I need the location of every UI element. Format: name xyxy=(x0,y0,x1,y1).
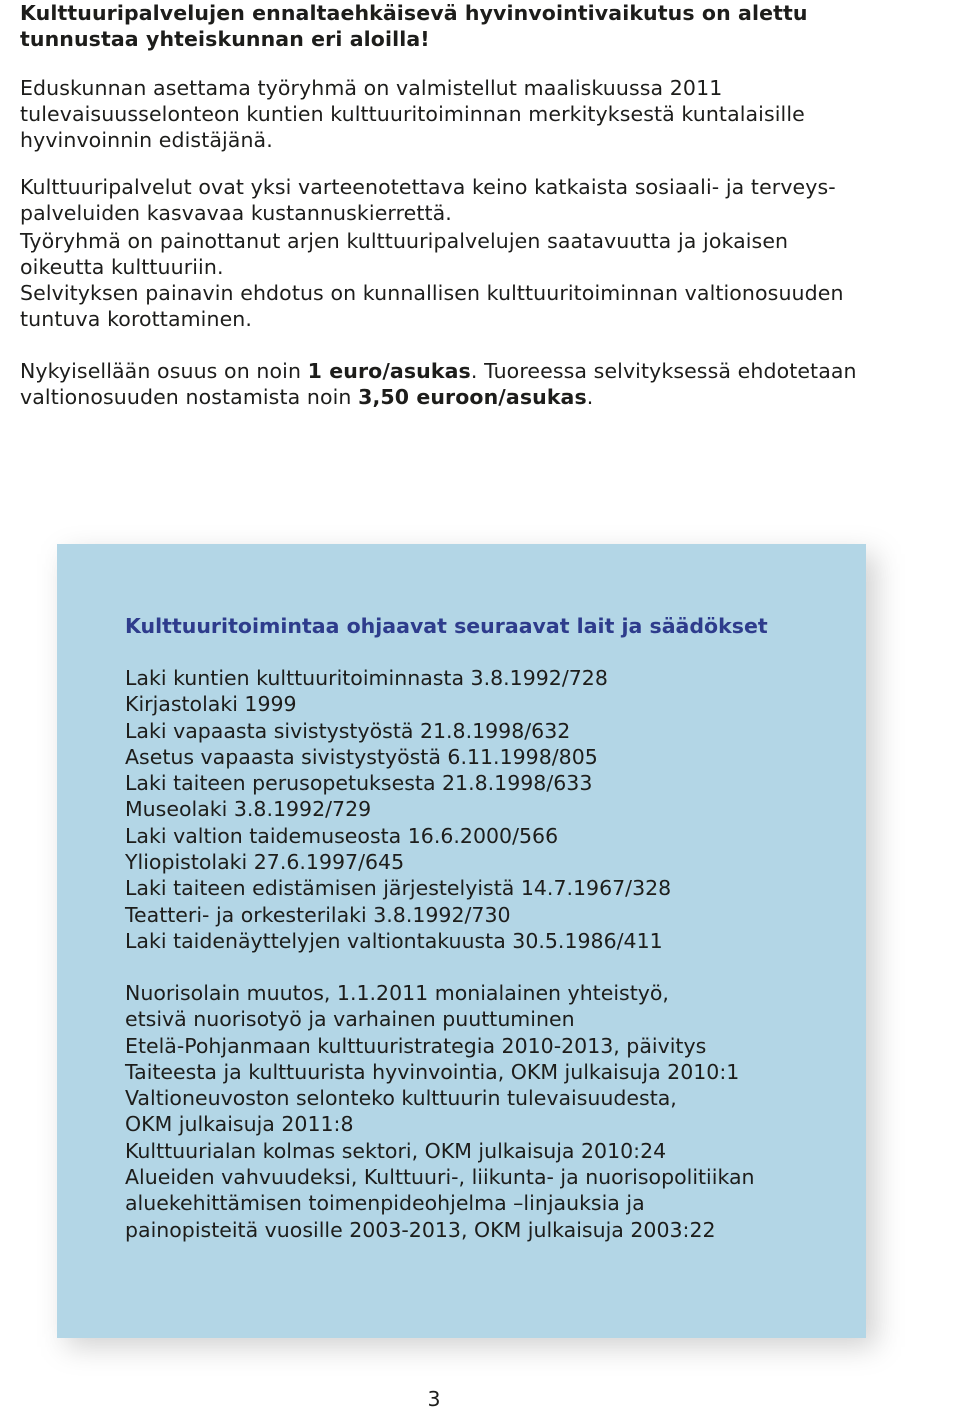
text-segment: . xyxy=(586,385,594,409)
proposal-paragraph xyxy=(20,280,940,332)
text-line: tulevaisuusselonteon kuntien kulttuuritoiminnan merkityksestä kuntalaisille xyxy=(20,102,805,126)
page-number: 3 xyxy=(427,1387,441,1411)
laws-list xyxy=(125,665,671,954)
text-line: Eduskunnan asettama työryhmä on valmistellut maaliskuussa 2011 xyxy=(20,76,723,100)
text-line: hyvinvoinnin edistäjänä. xyxy=(20,128,273,152)
document-item: etsivä nuorisotyö ja varhainen puuttuminen xyxy=(125,1007,575,1032)
intro-paragraph xyxy=(20,75,940,153)
law-item: Laki vapaasta sivistystyöstä 21.8.1998/632 xyxy=(125,718,571,743)
document-item: OKM julkaisuja 2011:8 xyxy=(125,1112,354,1137)
heading-line: Kulttuuripalvelujen ennaltaehkäisevä hyvinvointivaikutus on alettu xyxy=(20,1,808,25)
law-item: Laki kuntien kulttuuritoiminnasta 3.8.1992/728 xyxy=(125,666,608,690)
current-amount: 1 euro/asukas xyxy=(307,359,471,383)
laws-box-title: Kulttuuritoimintaa ohjaavat seuraavat lait ja säädökset xyxy=(125,614,768,638)
section-heading xyxy=(20,0,940,52)
document-item: Kulttuurialan kolmas sektori, OKM julkaisuja 2010:24 xyxy=(125,1138,667,1163)
document-item: aluekehittämisen toimenpideohjelma –linjauksia ja xyxy=(125,1191,645,1216)
law-item: Teatteri- ja orkesterilaki 3.8.1992/730 xyxy=(125,902,511,927)
law-item: Laki taiteen edistämisen järjestelyistä 14.7.1967/328 xyxy=(125,876,672,901)
text-segment: . Tuoreessa selvityksessä ehdotetaan xyxy=(470,359,857,383)
document-item: Etelä-Pohjanmaan kulttuuristrategia 2010-2013, päivitys xyxy=(125,1033,707,1058)
text-line: palveluiden kasvavaa kustannuskierrettä. xyxy=(20,201,452,225)
text-line: oikeutta kulttuuriin. xyxy=(20,255,224,279)
law-item: Museolaki 3.8.1992/729 xyxy=(125,797,372,822)
law-item: Laki taidenäyttelyjen valtiontakuusta 30.5.1986/411 xyxy=(125,928,663,953)
costs-paragraph xyxy=(20,174,940,226)
text-line: tuntuva korottaminen. xyxy=(20,307,252,331)
document-item: painopisteitä vuosille 2003-2013, OKM julkaisuja 2003:22 xyxy=(125,1217,716,1242)
text-line: Työryhmä on painottanut arjen kulttuuripalvelujen saatavuutta ja jokaisen xyxy=(20,229,789,253)
text-segment: valtionosuuden nostamista noin xyxy=(20,385,359,409)
document-item: Alueiden vahvuudeksi, Kulttuuri-, liikunta- ja nuorisopolitiikan xyxy=(125,1165,755,1190)
text-line xyxy=(20,384,940,410)
law-item: Yliopistolaki 27.6.1997/645 xyxy=(125,850,405,875)
law-item: Laki taiteen perusopetuksesta 21.8.1998/633 xyxy=(125,771,593,796)
law-item: Kirjastolaki 1999 xyxy=(125,692,297,717)
law-item: Laki valtion taidemuseosta 16.6.2000/566 xyxy=(125,823,559,848)
heading-line: tunnustaa yhteiskunnan eri aloilla! xyxy=(20,27,430,51)
text-line: Kulttuuripalvelut ovat yksi varteenotettava keino katkaista sosiaali- ja terveys- xyxy=(20,175,836,199)
document-item: Nuorisolain muutos, 1.1.2011 monialainen yhteistyö, xyxy=(125,981,669,1005)
law-item: Asetus vapaasta sivistystyöstä 6.11.1998/805 xyxy=(125,744,598,769)
document-item: Valtioneuvoston selonteko kulttuurin tulevaisuudesta, xyxy=(125,1086,677,1111)
document-item: Taiteesta ja kulttuurista hyvinvointia, OKM julkaisuja 2010:1 xyxy=(125,1059,740,1084)
proposed-amount: 3,50 euroon/asukas xyxy=(358,385,587,409)
funding-paragraph xyxy=(20,358,940,410)
text-segment: Nykyisellään osuus on noin xyxy=(20,359,308,383)
documents-list xyxy=(125,980,755,1243)
access-paragraph xyxy=(20,228,940,280)
text-line xyxy=(20,358,940,384)
text-line: Selvityksen painavin ehdotus on kunnallisen kulttuuritoiminnan valtionosuuden xyxy=(20,281,844,305)
